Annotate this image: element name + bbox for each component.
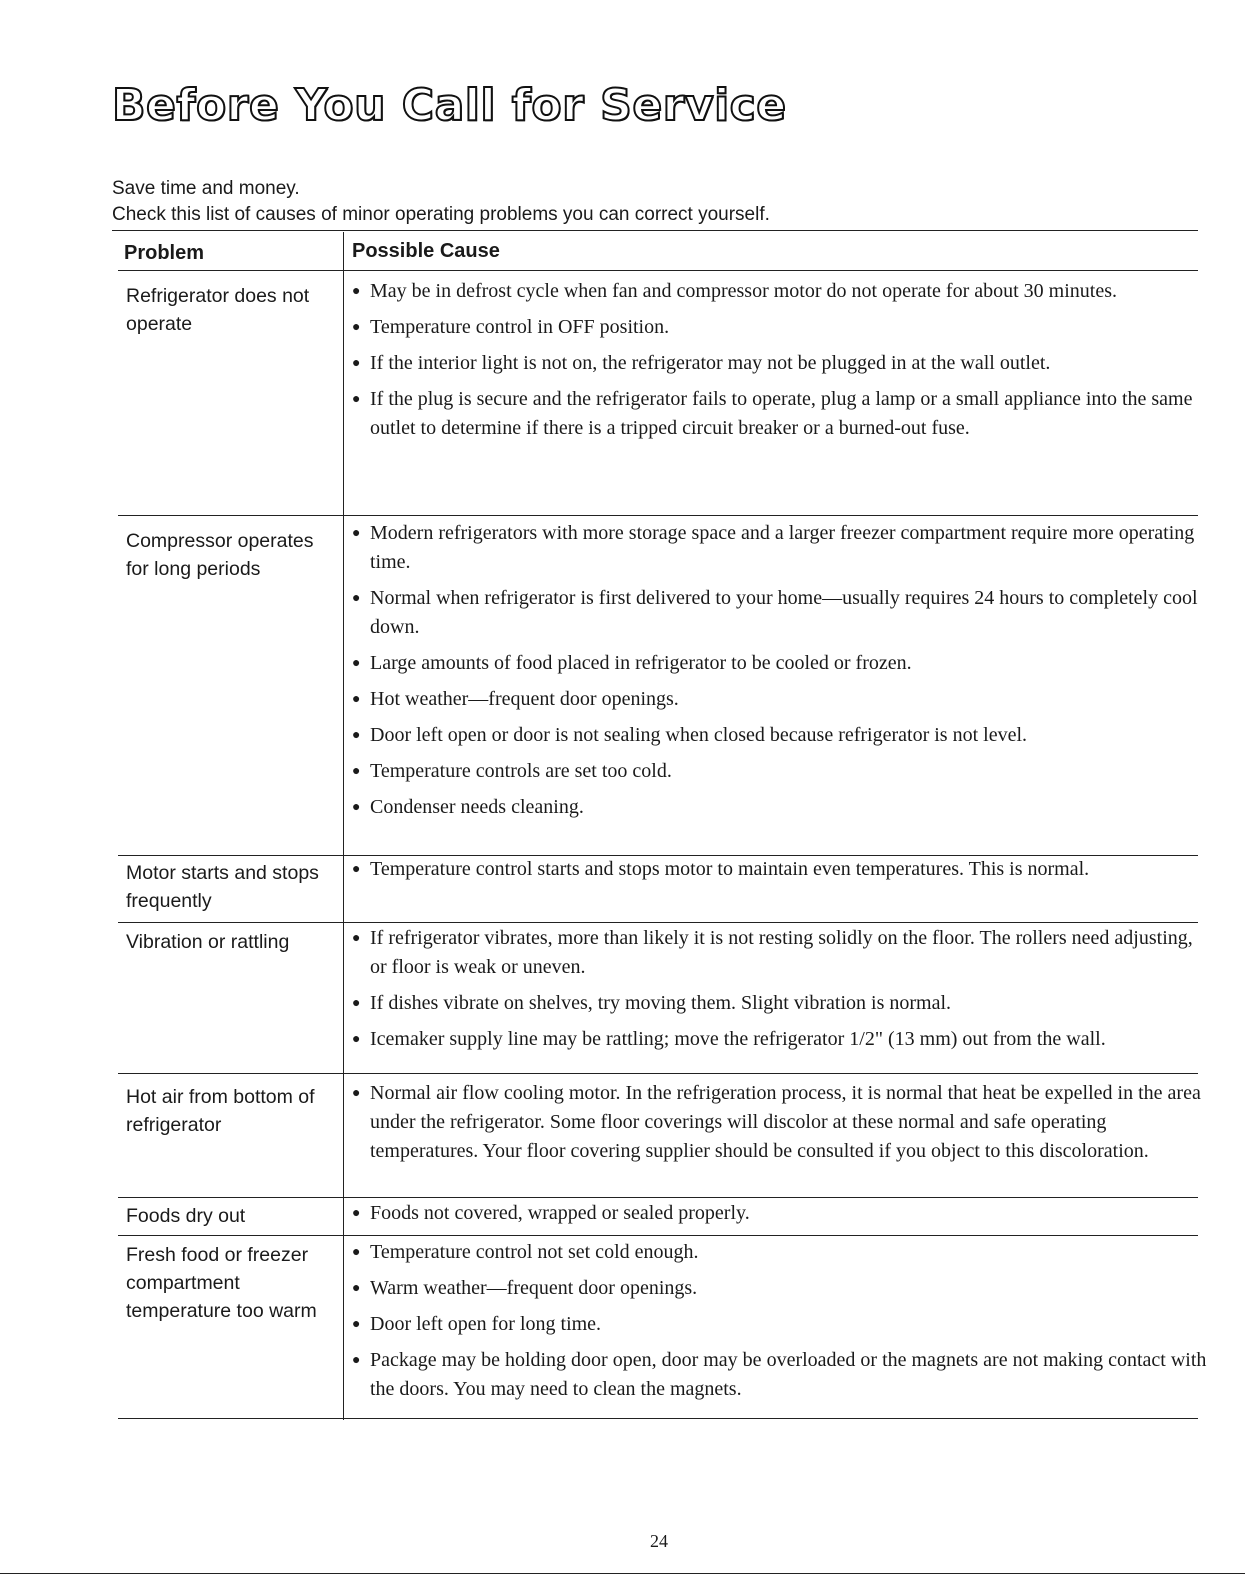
problem-label: Compressor operates for long periods: [126, 530, 314, 580]
intro-line-1: Save time and money.: [112, 178, 300, 199]
cause-list: [350, 924, 1210, 1061]
page-bottom-rule: [0, 1573, 1245, 1574]
cause-item: ● Normal air flow cooling motor. In the refrigeration process, it is normal that heat be expelled in the area under the refrigerator. Some floor coverings will discolor at these normal and safe operating temperatures. Your floor covering supplier should be consulted if you object to this discoloration.: [350, 1079, 1210, 1166]
cause-item: ● Modern refrigerators with more storage space and a larger freezer compartment require more operating time.: [350, 519, 1210, 577]
row-divider: [118, 1235, 1198, 1236]
cause-list: [350, 1079, 1210, 1173]
bullet-icon: ●: [352, 1086, 361, 1101]
problem-label: Motor starts and stops frequently: [126, 862, 319, 912]
cause-list: [350, 855, 1210, 891]
bullet-icon: ●: [352, 862, 361, 877]
intro-line-2: Check this list of causes of minor operating problems you can correct yourself.: [112, 204, 770, 225]
bullet-icon: ●: [352, 728, 361, 743]
cause-item: ● Temperature control starts and stops motor to maintain even temperatures. This is normal.: [350, 855, 1210, 884]
cause-item: ● Temperature control not set cold enough.: [350, 1238, 1210, 1267]
cause-list: [350, 519, 1210, 829]
bullet-icon: ●: [352, 526, 361, 541]
cause-item: ● Door left open for long time.: [350, 1310, 1210, 1339]
header-problem: Problem: [124, 242, 205, 264]
problem-label: Vibration or rattling: [126, 931, 290, 953]
bullet-icon: ●: [352, 1353, 361, 1368]
cause-item: ● Package may be holding door open, door may be overloaded or the magnets are not making contact with the doors. You may need to clean the magnets.: [350, 1346, 1210, 1404]
cause-item: ● Normal when refrigerator is first delivered to your home—usually requires 24 hours to completely cool down.: [350, 584, 1210, 642]
bullet-icon: ●: [352, 931, 361, 946]
bullet-icon: ●: [352, 392, 361, 407]
bullet-icon: ●: [352, 284, 361, 299]
row-divider: [118, 515, 1198, 516]
cause-item: ● If dishes vibrate on shelves, try moving them. Slight vibration is normal.: [350, 989, 1210, 1018]
intro-divider: [112, 230, 1198, 231]
bullet-icon: ●: [352, 320, 361, 335]
problem-label: Refrigerator does not operate: [126, 285, 310, 335]
cause-item: ● Hot weather—frequent door openings.: [350, 685, 1210, 714]
cause-item: ● If the plug is secure and the refrigerator fails to operate, plug a lamp or a small appliance into the same outlet to determine if there is a tripped circuit breaker or a burned-out fuse.: [350, 385, 1210, 443]
cause-item: ● Icemaker supply line may be rattling; move the refrigerator 1/2" (13 mm) out from the wall.: [350, 1025, 1210, 1054]
bullet-icon: ●: [352, 1317, 361, 1332]
bullet-icon: ●: [352, 996, 361, 1011]
column-divider: [343, 232, 344, 1420]
row-divider: [118, 922, 1198, 923]
bullet-icon: ●: [352, 764, 361, 779]
bullet-icon: ●: [352, 1032, 361, 1047]
bullet-icon: ●: [352, 1206, 361, 1221]
bullet-icon: ●: [352, 1281, 361, 1296]
cause-item: ● Door left open or door is not sealing when closed because refrigerator is not level.: [350, 721, 1210, 750]
bullet-icon: ●: [352, 1245, 361, 1260]
page-title: Before You Call for Service: [112, 80, 787, 131]
bullet-icon: ●: [352, 800, 361, 815]
cause-item: ● Large amounts of food placed in refrigerator to be cooled or frozen.: [350, 649, 1210, 678]
cause-list: [350, 1238, 1210, 1411]
problem-label: Foods dry out: [126, 1205, 246, 1227]
row-divider: [118, 1197, 1198, 1198]
bullet-icon: ●: [352, 356, 361, 371]
cause-item: ● May be in defrost cycle when fan and compressor motor do not operate for about 30 minutes.: [350, 277, 1210, 306]
cause-item: ● Temperature control in OFF position.: [350, 313, 1210, 342]
problem-label: Hot air from bottom of refrigerator: [126, 1086, 315, 1136]
cause-item: ● Condenser needs cleaning.: [350, 793, 1210, 822]
table-bottom-rule: [118, 1418, 1198, 1419]
bullet-icon: ●: [352, 692, 361, 707]
table-header: [112, 232, 1198, 270]
cause-list: [350, 1199, 1210, 1235]
row-divider: [118, 270, 1198, 271]
row-divider: [118, 1073, 1198, 1074]
header-possible-cause: Possible Cause: [352, 240, 500, 262]
problem-label: Fresh food or freezer compartment temperature too warm: [126, 1244, 317, 1322]
cause-item: ● If the interior light is not on, the refrigerator may not be plugged in at the wall outlet.: [350, 349, 1210, 378]
cause-item: ● Warm weather—frequent door openings.: [350, 1274, 1210, 1303]
cause-item: ● Foods not covered, wrapped or sealed properly.: [350, 1199, 1210, 1228]
bullet-icon: ●: [352, 591, 361, 606]
intro: [112, 176, 770, 228]
cause-list: [350, 277, 1210, 450]
cause-item: ● Temperature controls are set too cold.: [350, 757, 1210, 786]
page-number: 24: [650, 1531, 668, 1551]
cause-item: ● If refrigerator vibrates, more than likely it is not resting solidly on the floor. The rollers need adjusting, or floor is weak or uneven.: [350, 924, 1210, 982]
bullet-icon: ●: [352, 656, 361, 671]
